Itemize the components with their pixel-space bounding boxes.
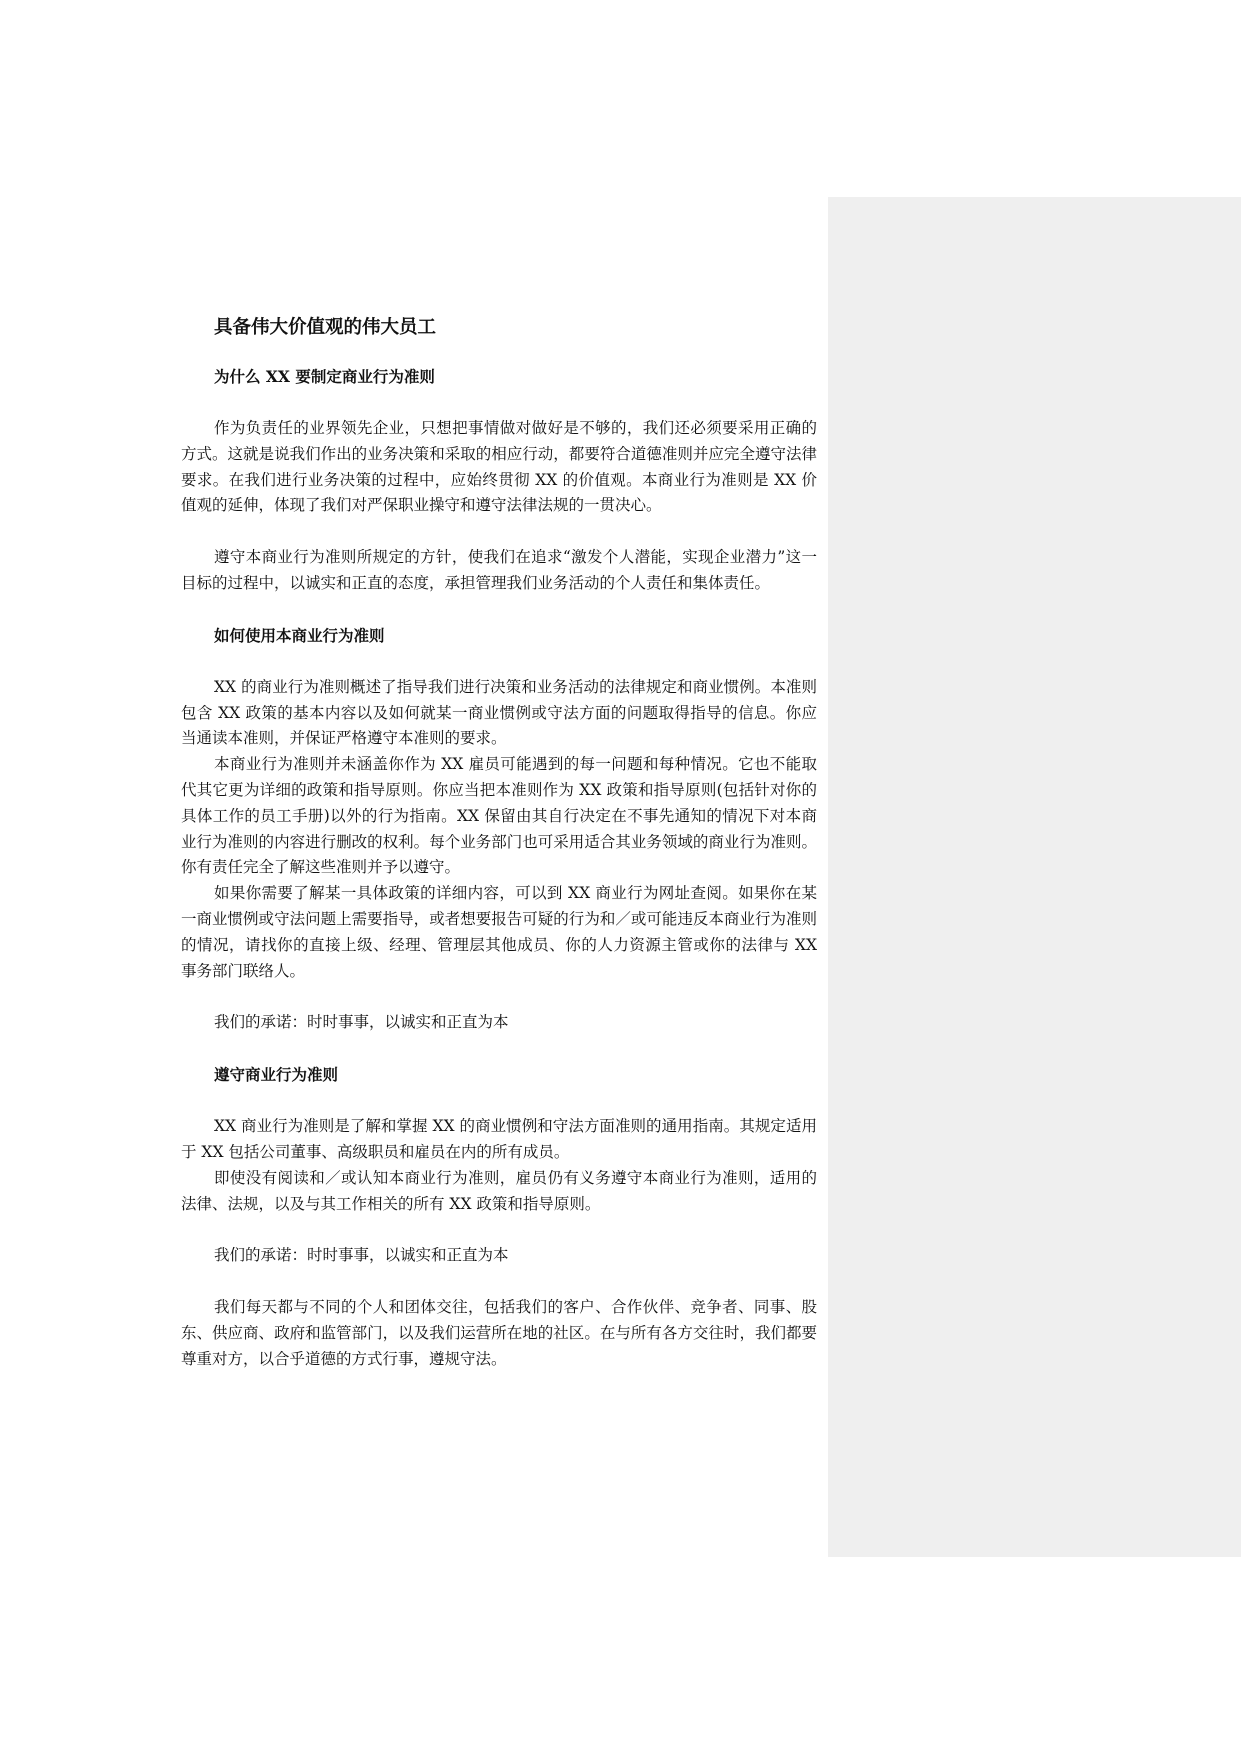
paragraph: XX 商业行为准则是了解和掌握 XX 的商业惯例和守法方面准则的通用指南。其规定适用于 XX 包括公司董事、高级职员和雇员在内的所有成员。 [181, 1117, 817, 1161]
commitment-statement: 我们的承诺：时时事事，以诚实和正直为本 [214, 1246, 509, 1265]
paragraph: 如果你需要了解某一具体政策的详细内容，可以到 XX 商业行为网址查阅。如果你在某一商业惯例或守法问题上需要指导，或者想要报告可疑的行为和／或可能违反本商业行为准则的情况，请找你的直接上级、经理、管理层其他成员、你的人力资源主管或你的法律与 XX 事务部门联络人。 [181, 884, 817, 980]
comment-margin-pane [828, 197, 1241, 1557]
paragraph: 作为负责任的业界领先企业，只想把事情做对做好是不够的，我们还必须要采用正确的方式。这就是说我们作出的业务决策和采取的相应行动，都要符合道德准则并应完全遵守法律要求。在我们进行业务决策的过程中，应始终贯彻 XX 的价值观。本商业行为准则是 XX 价值观的延伸，体现了我们对严保职业操守和遵守法律法规的一贯决心。 [181, 419, 817, 515]
document-title: 具备伟大价值观的伟大员工 [214, 317, 437, 338]
section-heading-compliance: 遵守商业行为准则 [214, 1065, 339, 1085]
section-heading-why: 为什么 XX 要制定商业行为准则 [214, 367, 435, 386]
paragraph: 即使没有阅读和／或认知本商业行为准则，雇员仍有义务遵守本商业行为准则，适用的法律、法规，以及与其工作相关的所有 XX 政策和指导原则。 [181, 1168, 817, 1213]
section-heading-how-to-use: 如何使用本商业行为准则 [214, 625, 385, 645]
paragraph: 我们每天都与不同的个人和团体交往，包括我们的客户、合作伙伴、竞争者、同事、股东、供应商、政府和监管部门，以及我们运营所在地的社区。在与所有各方交往时，我们都要尊重对方，以合乎道德的方式行事，遵规守法。 [181, 1298, 817, 1368]
paragraph: 本商业行为准则并未涵盖你作为 XX 雇员可能遇到的每一问题和每种情况。它也不能取代其它更为详细的政策和指导原则。你应当把本准则作为 XX 政策和指导原则(包括针对你的具体工作的员工手册)以外的行为指南。XX 保留由其自行决定在不事先通知的情况下对本商业行为准则的内容进行删改的权利。每个业务部门也可采用适合其业务领域的商业行为准则。你有责任完全了解这些准则并予以遵守。 [181, 755, 817, 877]
paragraph: XX 的商业行为准则概述了指导我们进行决策和业务活动的法律规定和商业惯例。本准则包含 XX 政策的基本内容以及如何就某一商业惯例或守法方面的问题取得指导的信息。你应当通读本准则，并保证严格遵守本准则的要求。 [181, 677, 817, 748]
document-body [181, 312, 817, 1373]
commitment-statement: 我们的承诺：时时事事，以诚实和正直为本 [214, 1013, 509, 1032]
paragraph: 遵守本商业行为准则所规定的方针，使我们在追求“激发个人潜能，实现企业潜力”这一目标的过程中，以诚实和正直的态度，承担管理我们业务活动的个人责任和集体责任。 [181, 548, 817, 592]
